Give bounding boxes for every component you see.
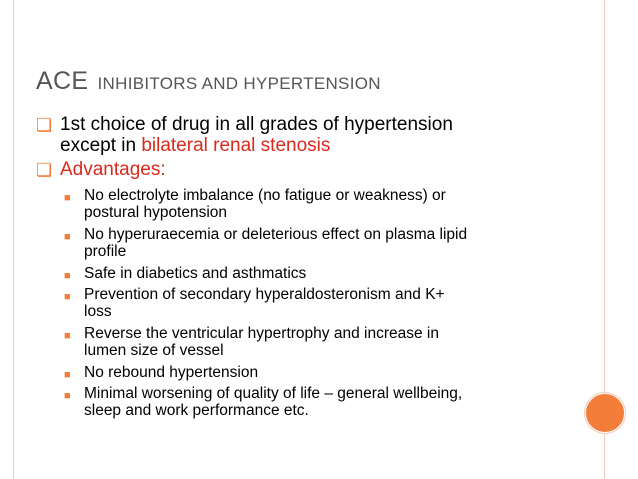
bullet-1-line-2: except in bilateral renal stenosis — [60, 135, 331, 156]
highlight-text: bilateral renal stenosis — [141, 135, 331, 156]
frame-right-line — [604, 0, 605, 393]
square-bullet-icon: ■ — [64, 231, 71, 243]
slide-title — [36, 60, 381, 97]
square-bullet-icon: ❏ — [36, 115, 53, 135]
square-bullet-icon: ■ — [64, 390, 71, 402]
slide: ACE INHIBITORS AND HYPERTENSION ❏ 1st choice of drug in all grades of hypertension except in bilateral renal stenosis ❏ Advantages: ■ No electrolyte imbalance (no fatigue or weakness) or postural hypotension ■ No hyperuraecemia or deleterious effect on plasma lipid profile ■ Safe in diabetics and asthmatics ■ Prevention of secondary hyperaldosteronism and K+ loss ■ Reverse the ventricular hypertrophy and increase in lumen size of vessel ■ No rebound hypertension ■ Minimal worsening of quality of life – general wellbeing, sleep and work performance etc. — [0, 0, 638, 479]
decorative-circle — [585, 393, 625, 433]
square-bullet-icon: ■ — [64, 369, 71, 381]
square-bullet-icon: ■ — [64, 192, 71, 204]
square-bullet-icon: ❏ — [36, 160, 53, 180]
square-bullet-icon: ■ — [64, 291, 71, 303]
square-bullet-icon: ■ — [64, 270, 71, 282]
frame-right-line-lower — [604, 431, 605, 479]
frame-left-line — [13, 0, 14, 479]
bullet-1-line-1: 1st choice of drug in all grades of hypertension — [60, 114, 453, 135]
title-main: ACE — [36, 67, 89, 95]
title-rest: INHIBITORS AND HYPERTENSION — [97, 74, 381, 93]
bullet-2-text: Advantages: — [60, 159, 166, 180]
square-bullet-icon: ■ — [64, 330, 71, 342]
